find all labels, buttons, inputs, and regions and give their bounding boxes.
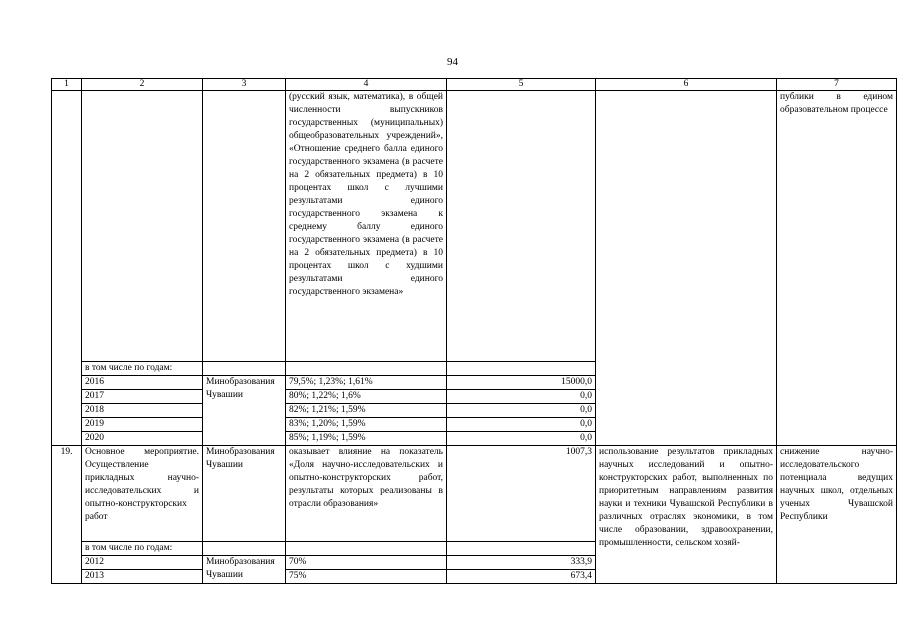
page-number: 94 bbox=[447, 56, 458, 68]
cell-value: 85%; 1,19%; 1,59% bbox=[286, 432, 447, 446]
column-number: 2 bbox=[82, 79, 203, 91]
cell-value: 79,5%; 1,23%; 1,61% bbox=[286, 376, 447, 390]
cell-amount: 673,4 bbox=[447, 570, 596, 584]
cell-value: 80%; 1,22%; 1,6% bbox=[286, 390, 447, 404]
cell-amount: 0,0 bbox=[447, 404, 596, 418]
cell-executor: Минобразования Чувашии bbox=[203, 446, 286, 542]
cell-year: 2020 bbox=[82, 432, 203, 446]
program-table bbox=[51, 78, 897, 584]
column-number: 7 bbox=[777, 79, 897, 91]
cell-executor bbox=[203, 362, 286, 376]
cell-year: 2018 bbox=[82, 404, 203, 418]
cell-year: 2017 bbox=[82, 390, 203, 404]
cell-amount bbox=[447, 362, 596, 376]
cell-executor bbox=[203, 542, 286, 556]
cell-indicator: (русский язык, математика), в общей численности выпускников государственных (муниципальных) общеобразовательных учреждений», «Отношение среднего балла единого государственного экзамена (в расчете на 2 обязательных предмета) в 10 процентах школ с лучшими результатами единого государственного экзамена к среднему баллу единого государственного экзамена (в расчете на 2 обязательных предмета) в 10 процентах школ с худшими результатами единого государственного экзамена» bbox=[286, 91, 447, 362]
cell-amount: 1007,3 bbox=[447, 446, 596, 542]
cell-amount: 15000,0 bbox=[447, 376, 596, 390]
cell-year: 2019 bbox=[82, 418, 203, 432]
cell-risk: публики в едином образовательном процессе bbox=[777, 91, 897, 446]
cell-result bbox=[596, 91, 777, 446]
column-number: 1 bbox=[52, 79, 82, 91]
column-number: 6 bbox=[596, 79, 777, 91]
cell-value: 82%; 1,21%; 1,59% bbox=[286, 404, 447, 418]
cell-amount bbox=[447, 91, 596, 362]
table-row bbox=[52, 91, 897, 362]
cell-num: 19. bbox=[52, 446, 82, 584]
column-number: 5 bbox=[447, 79, 596, 91]
cell-amount bbox=[447, 542, 596, 556]
cell-value: 75% bbox=[286, 570, 447, 584]
cell-executor: Минобразования Чувашии bbox=[203, 556, 286, 584]
table-row bbox=[52, 446, 897, 542]
column-numbers-row bbox=[52, 79, 897, 91]
cell-result: использование результатов прикладных научных исследований и опытно-конструкторских работ, выполненных по приоритетным направлениям развития науки и техники Чувашской Республики в различных отраслях экономики, в том числе образовании, здравоохранении, промышленности, сельском хозяй- bbox=[596, 446, 777, 584]
cell-year: 2013 bbox=[82, 570, 203, 584]
cell-amount: 333,9 bbox=[447, 556, 596, 570]
cell-indicator bbox=[286, 542, 447, 556]
cell-amount: 0,0 bbox=[447, 390, 596, 404]
cell-value: 83%; 1,20%; 1,59% bbox=[286, 418, 447, 432]
years-label: в том числе по годам: bbox=[82, 542, 203, 556]
cell-name: Основное мероприятие. Осуществление прикладных научно-исследовательских и опытно-конструкторских работ bbox=[82, 446, 203, 542]
cell-executor bbox=[203, 91, 286, 362]
cell-indicator bbox=[286, 362, 447, 376]
cell-name bbox=[82, 91, 203, 362]
column-number: 4 bbox=[286, 79, 447, 91]
cell-value: 70% bbox=[286, 556, 447, 570]
cell-year: 2012 bbox=[82, 556, 203, 570]
cell-amount: 0,0 bbox=[447, 418, 596, 432]
cell-executor: Минобразования Чувашии bbox=[203, 376, 286, 446]
cell-year: 2016 bbox=[82, 376, 203, 390]
cell-indicator: оказывает влияние на показатель «Доля научно-исследовательских и опытно-конструкторских работ, результаты которых реализованы в отрасли образования» bbox=[286, 446, 447, 542]
column-number: 3 bbox=[203, 79, 286, 91]
cell-risk: снижение научно-исследовательского потенциала ведущих научных школ, отдельных ученых Чувашской Республики bbox=[777, 446, 897, 584]
cell-amount: 0,0 bbox=[447, 432, 596, 446]
cell-num bbox=[52, 91, 82, 446]
years-label: в том числе по годам: bbox=[82, 362, 203, 376]
